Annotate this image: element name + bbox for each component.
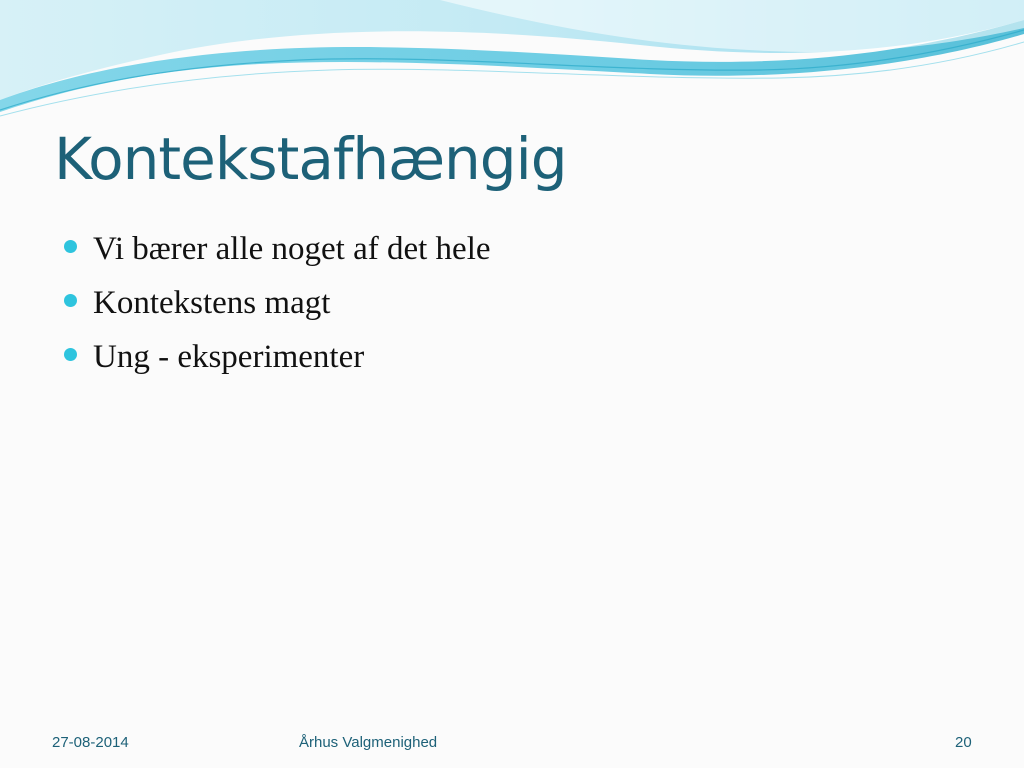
- bullet-dot-icon: [64, 348, 77, 361]
- slide-title: Kontekstafhængig: [54, 125, 567, 193]
- bullet-text: Vi bærer alle noget af det hele: [93, 230, 491, 267]
- footer-organization: Århus Valgmenighed: [299, 734, 438, 751]
- wave-decoration: [0, 0, 1024, 130]
- footer-date: 27-08-2014: [52, 734, 129, 751]
- list-item: [64, 222, 491, 276]
- page-number: 20: [955, 734, 972, 751]
- bullet-dot-icon: [64, 240, 77, 253]
- bullet-list: [64, 222, 491, 384]
- bullet-dot-icon: [64, 294, 77, 307]
- list-item: [64, 276, 491, 330]
- bullet-text: Kontekstens magt: [93, 284, 331, 321]
- list-item: [64, 330, 491, 384]
- bullet-text: Ung - eksperimenter: [93, 338, 365, 375]
